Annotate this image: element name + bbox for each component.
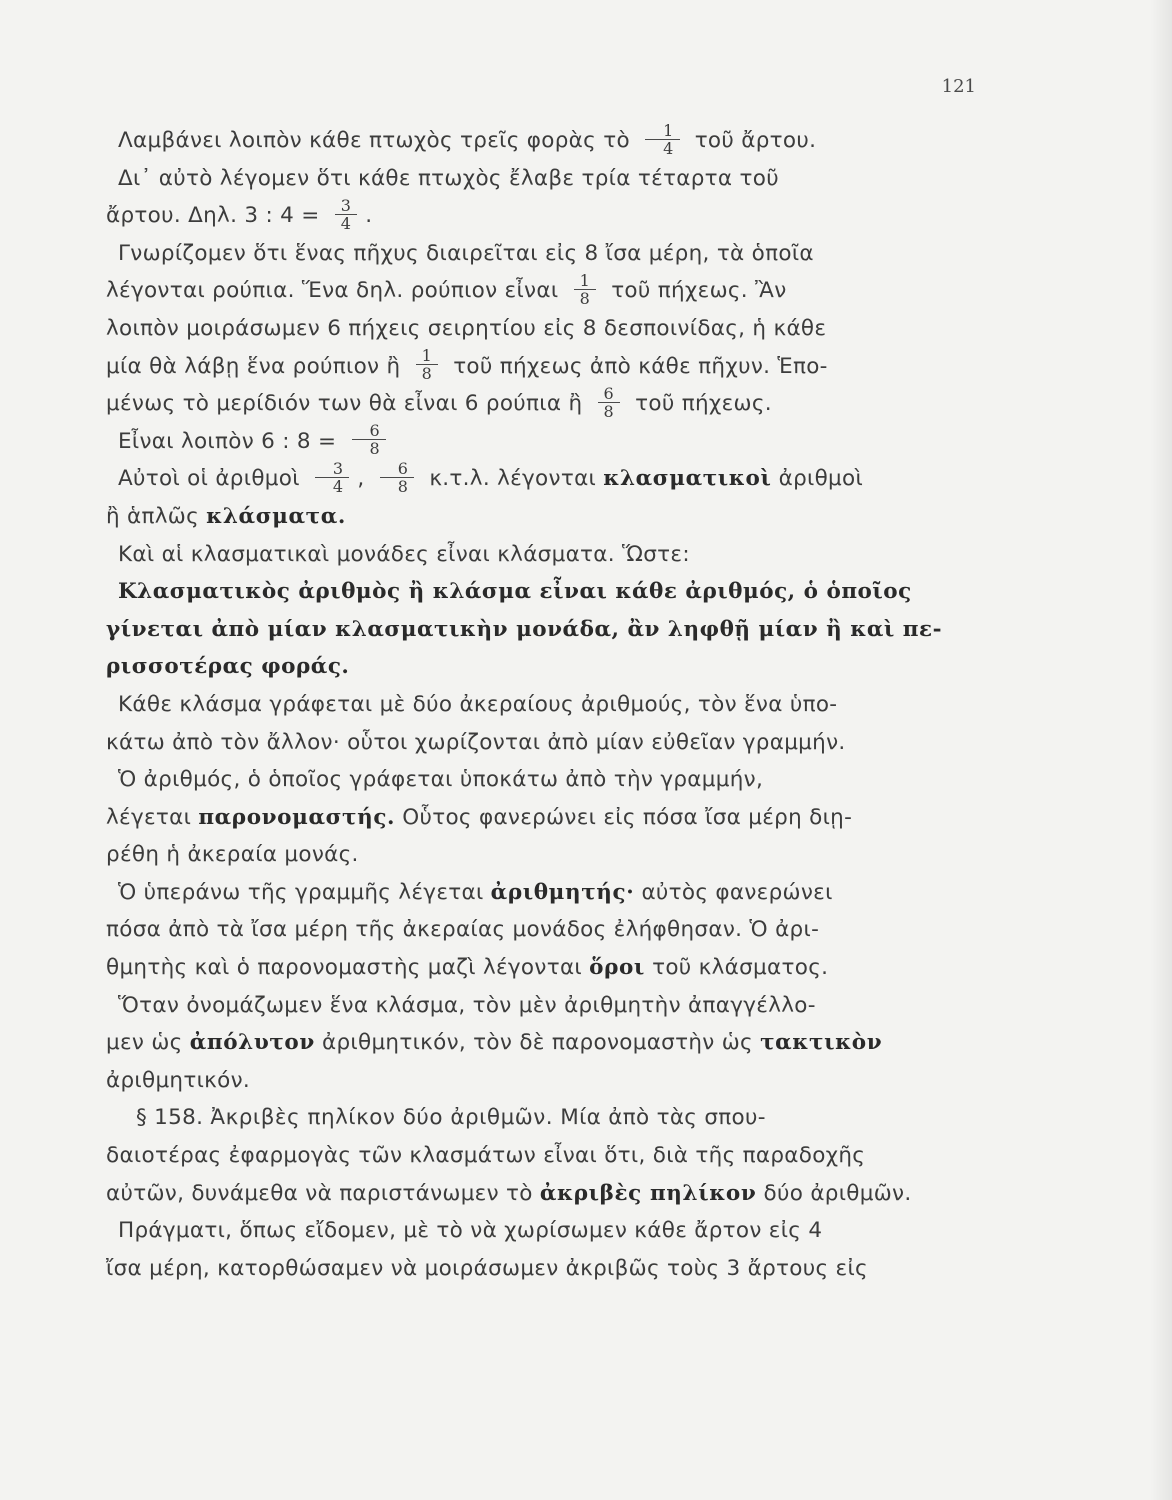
text-span: αὐτὸς φανερώνει [641,879,833,905]
text-span: Κάθε κλάσμα γράφεται μὲ δύο ἀκεραίους ἀριθμούς, τὸν ἕνα ὑπο- [118,691,838,717]
fraction-numerator: 6 [397,458,409,478]
fraction-numerator: 3 [332,458,344,478]
text-line [106,799,982,837]
fraction-denominator: 8 [598,402,620,420]
text-line [106,1250,982,1288]
text-line [106,987,982,1025]
text-line [106,460,982,498]
definition-text: Κλασματικὸς ἀριθμὸς ἢ κλάσμα εἶναι κάθε ἀριθμός, ὁ ὁποῖος [118,579,912,605]
text-span: ἴσα μέρη, κατορθώσαμεν νὰ μοιράσωμεν ἀκριβῶς τοὺς 3 ἄρτους εἰς [106,1255,868,1281]
text-line [106,310,982,348]
text-span: . [365,203,373,229]
text-line [106,724,982,762]
page-number: 121 [941,76,976,97]
text-span: ἄρτου. Δηλ. 3 : 4 = [106,203,320,229]
text-span: Οὗτος φανερώνει εἰς πόσα ἴσα μέρη διῃ- [402,804,853,830]
fraction-denominator: 4 [335,214,357,232]
fraction-numerator: 1 [663,120,674,140]
text-span: Ὅταν ὀνομάζωμεν ἕνα κλάσμα, τὸν μὲν ἀριθμητὴν ἀπαγγέλλο- [118,992,816,1018]
text-line [106,949,982,987]
fraction-denominator: 4 [645,139,679,157]
text-line [106,498,982,536]
bold-term: ἀκριβὲς πηλίκον [539,1180,757,1206]
fraction-denominator: 8 [574,289,596,307]
fraction-numerator: 1 [579,270,591,290]
text-span: Λαμβάνει λοιπὸν κάθε πτωχὸς τρεῖς φορὰς τὸ [118,128,630,153]
bold-term: ἀριθμητής· [490,879,635,905]
text-line [106,235,982,273]
text-span: κ.τ.λ. λέγονται [429,466,597,492]
fraction [645,122,679,157]
text-line [106,423,982,461]
page-edge-shadow [1150,0,1172,1500]
text-span: Αὐτοὶ οἱ ἀριθμοὶ [118,466,300,492]
text-span: αὐτῶν, δυνάμεθα νὰ παριστάνωμεν τὸ [106,1180,533,1206]
text-span: ἀριθμητικόν. [106,1067,251,1093]
definition-line [106,611,982,649]
text-span: Ὁ ὑπεράνω τῆς γραμμῆς λέγεται [118,879,484,905]
fraction [380,460,414,495]
text-span: Δι᾽ αὐτὸ λέγομεν ὅτι κάθε πτωχὸς ἔλαβε τρία τέταρτα τοῦ [118,165,779,191]
text-span: λέγεται [106,804,192,830]
section-heading-line [106,1099,982,1137]
text-span: τοῦ πήχεως. Ἂν [611,278,787,304]
fraction-numerator: 1 [421,346,433,366]
text-span: θμητὴς καὶ ὁ παρονομαστὴς μαζὶ λέγονται [106,955,582,981]
bold-term: ὅροι [589,955,645,981]
section-title: Ἀκριβὲς πηλίκον δύο ἀριθμῶν. [210,1105,554,1131]
text-span: τοῦ ἄρτου. [694,128,817,153]
text-span: ἢ ἁπλῶς [106,503,200,529]
fraction-denominator: 4 [315,477,349,495]
fraction-denominator: 8 [416,364,438,382]
text-line [106,272,982,310]
fraction [352,422,386,457]
text-span: Εἶναι λοιπὸν 6 : 8 = [118,428,337,454]
text-line [106,1212,982,1250]
text-span: ρέθη ἡ ἀκεραία μονάς. [106,842,359,868]
fraction [335,197,357,232]
text-span: , [357,466,365,492]
definition-line [106,648,982,686]
text-span: λέγονται ρούπια. Ἕνα δηλ. ρούπιον εἶναι [106,278,559,304]
fraction-denominator: 8 [380,477,414,495]
text-line [106,1062,982,1100]
bold-term: τακτικὸν [760,1030,883,1056]
bold-term: ἀπόλυτον [189,1030,315,1056]
text-span: Ὁ ἀριθμός, ὁ ὁποῖος γράφεται ὑποκάτω ἀπὸ τὴν γραμμήν, [118,767,764,793]
text-line [106,1175,982,1213]
fraction [416,347,438,382]
text-line [106,911,982,949]
text-line [106,874,982,912]
text-line [106,160,982,198]
fraction-denominator: 8 [352,439,386,457]
fraction [574,272,596,307]
text-span: τοῦ πήχεως. [635,391,772,417]
definition-text: γίνεται ἀπὸ μίαν κλασματικὴν μονάδα, ἂν ληφθῇ μίαν ἢ καὶ πε- [106,616,943,642]
fraction-numerator: 6 [603,383,615,403]
text-span: λοιπὸν μοιράσωμεν 6 πήχεις σειρητίου εἰς 8 δεσποινίδας, ἡ κάθε [106,315,827,341]
text-line [106,1137,982,1175]
text-span: τοῦ πήχεως ἀπὸ κάθε πῆχυν. Ἑπο- [453,353,828,379]
fraction [598,385,620,420]
text-line [106,122,982,160]
text-span: μεν ὡς [106,1030,183,1056]
definition-text: ρισσοτέρας φοράς. [106,654,350,680]
body-text [106,122,982,1287]
text-line [106,385,982,423]
text-span: δαιοτέρας ἐφαρμογὰς τῶν κλασμάτων εἶναι ὅτι, διὰ τῆς παραδοχῆς [106,1143,866,1169]
text-span: τοῦ κλάσματος. [652,955,829,981]
fraction-numerator: 6 [369,421,380,441]
text-line [106,686,982,724]
text-span: Πράγματι, ὅπως εἴδομεν, μὲ τὸ νὰ χωρίσωμεν κάθε ἄρτον εἰς 4 [118,1218,823,1244]
text-span: πόσα ἀπὸ τὰ ἴσα μέρη τῆς ἀκεραίας μονάδος ἐλήφθησαν. Ὁ ἀρι- [106,917,820,943]
text-span: μία θὰ λάβῃ ἕνα ρούπιον ἢ [106,353,401,379]
bold-term: παρονομαστής. [198,804,396,830]
fraction [315,460,349,495]
text-span: Καὶ αἱ κλασματικαὶ μονάδες εἶναι κλάσματα. Ὥστε: [118,541,690,567]
text-line [106,836,982,874]
text-span: κάτω ἀπὸ τὸν ἄλλον· οὗτοι χωρίζονται ἀπὸ μίαν εὐθεῖαν γραμμήν. [106,729,846,755]
bold-term: κλασματικοὶ [603,466,772,492]
text-line [106,348,982,386]
text-span: Μία ἀπὸ τὰς σπου- [560,1105,766,1131]
bold-term: κλάσματα. [206,503,346,529]
text-span: δύο ἀριθμῶν. [763,1180,912,1206]
text-span: ἀριθμοὶ [778,466,864,492]
text-span: Γνωρίζομεν ὅτι ἕνας πῆχυς διαιρεῖται εἰς 8 ἴσα μέρη, τὰ ὁποῖα [118,240,814,266]
text-span: ἀριθμητικόν, τὸν δὲ παρονομαστὴν ὡς [322,1030,753,1056]
definition-line [106,573,982,611]
text-line [106,197,982,235]
text-line [106,536,982,574]
section-number: § 158. [136,1105,204,1131]
text-line [106,761,982,799]
fraction-numerator: 3 [340,195,352,215]
text-line [106,1024,982,1062]
text-span: μένως τὸ μερίδιόν των θὰ εἶναι 6 ρούπια ἢ [106,391,583,417]
